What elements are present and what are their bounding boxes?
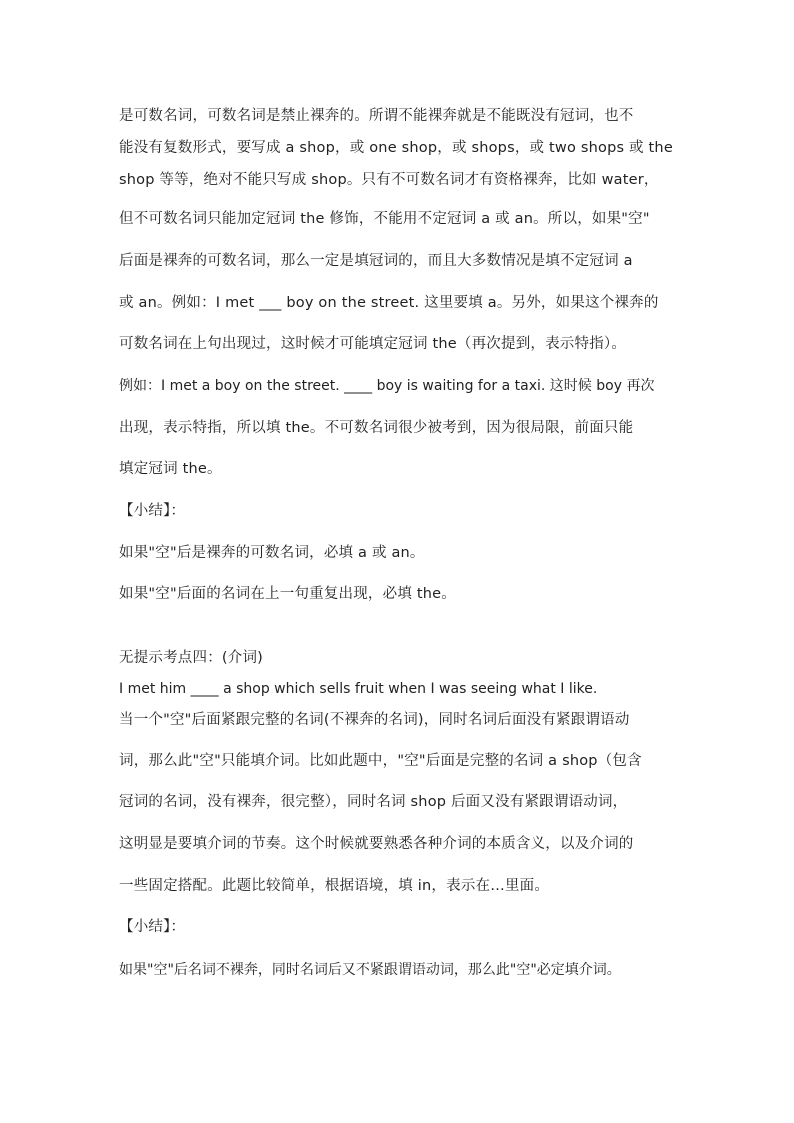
paragraph-line: 出现，表示特指，所以填 the。不可数名词很少被考到，因为很局限，前面只能	[119, 420, 634, 436]
paragraph-line: 当一个"空"后面紧跟完整的名词(不裸奔的名词)，同时名词后面没有紧跟谓语动	[119, 712, 630, 728]
paragraph-line: 或 an。例如：I met ___ boy on the street. 这里要填 a。另外，如果这个裸奔的	[119, 295, 659, 311]
paragraph-line: 能没有复数形式，要写成 a shop，或 one shop，或 shops，或 two shops 或 the	[119, 140, 673, 156]
summary-line: 如果"空"后面的名词在上一句重复出现，必填 the。	[119, 586, 456, 602]
paragraph-line: 例如：I met a boy on the street. ____ boy is waiting for a taxi. 这时候 boy 再次	[119, 378, 655, 394]
paragraph-line: shop 等等，绝对不能只写成 shop。只有不可数名词才有资格裸奔，比如 water，	[119, 172, 659, 188]
paragraph-line: 这明显是要填介词的节奏。这个时候就要熟悉各种介词的本质含义，以及介词的	[119, 836, 634, 852]
paragraph-line: 填定冠词 the。	[119, 461, 222, 477]
section-title: 无提示考点四：(介词)	[119, 650, 264, 666]
paragraph-line: 一些固定搭配。此题比较简单，根据语境，填 in，表示在…里面。	[119, 878, 550, 894]
summary-heading: 【小结】：	[119, 919, 186, 935]
example-sentence: I met him ____ a shop which sells fruit when I was seeing what I like.	[119, 681, 598, 697]
summary-heading: 【小结】：	[119, 503, 186, 519]
paragraph-line: 冠词的名词，没有裸奔，很完整），同时名词 shop 后面又没有紧跟谓语动词，	[119, 794, 628, 810]
paragraph-line: 是可数名词，可数名词是禁止裸奔的。所谓不能裸奔就是不能既没有冠词，也不	[119, 108, 634, 124]
paragraph-line: 可数名词在上句出现过，这时候才可能填定冠词 the（再次提到，表示特指）。	[119, 336, 627, 352]
paragraph-line: 后面是裸奔的可数名词，那么一定是填冠词的，而且大多数情况是填不定冠词 a	[119, 253, 633, 269]
paragraph-line: 词，那么此"空"只能填介词。比如此题中，"空"后面是完整的名词 a shop（包含	[119, 753, 642, 769]
summary-line: 如果"空"后名词不裸奔，同时名词后又不紧跟谓语动词，那么此"空"必定填介词。	[119, 962, 621, 978]
summary-line: 如果"空"后是裸奔的可数名词，必填 a 或 an。	[119, 545, 425, 561]
paragraph-line: 但不可数名词只能加定冠词 the 修饰，不能用不定冠词 a 或 an。所以，如果"空"	[119, 211, 650, 227]
